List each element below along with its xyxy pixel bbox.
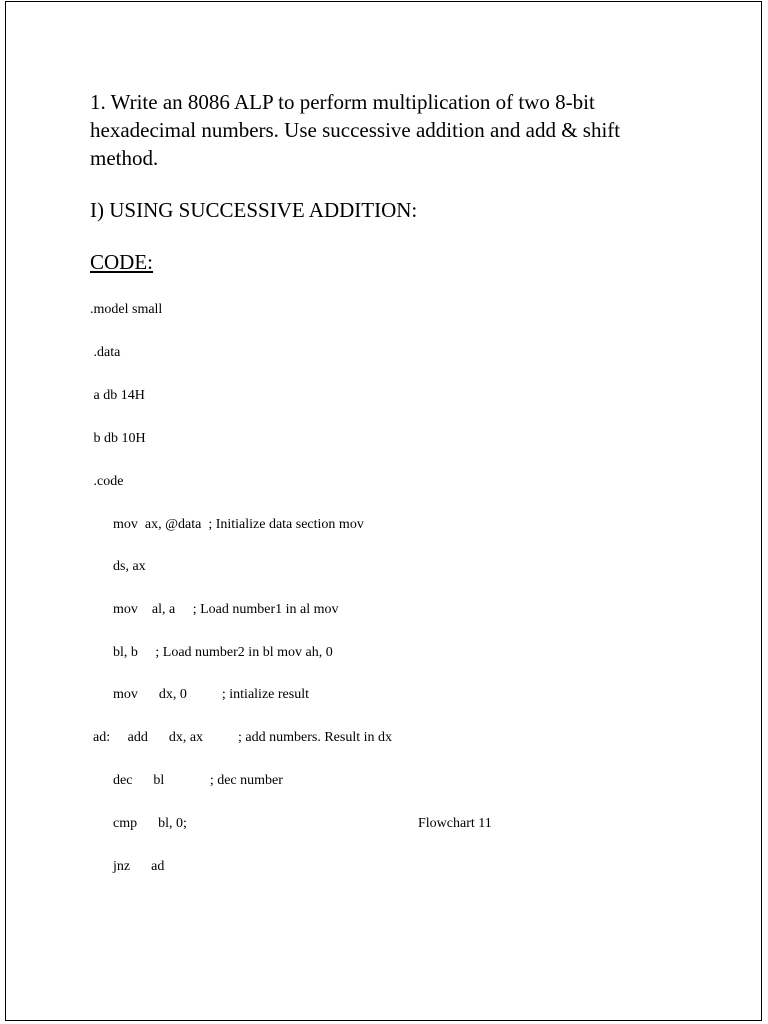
code-line: mov al, a ; Load number1 in al mov — [113, 602, 339, 617]
code-line: ad: add dx, ax ; add numbers. Result in dx — [93, 730, 393, 745]
section-heading: I) USING SUCCESSIVE ADDITION: — [90, 198, 418, 222]
code-line: mov dx, 0 ; intialize result — [113, 687, 309, 702]
code-line: bl, b ; Load number2 in bl mov ah, 0 — [113, 645, 333, 660]
code-line: .data — [90, 345, 121, 360]
code-line: cmp bl, 0; — [113, 816, 187, 831]
code-line: jnz ad — [113, 859, 165, 874]
code-line: a db 14H — [90, 388, 145, 403]
code-heading: CODE: — [90, 250, 153, 274]
question-text: 1. Write an 8086 ALP to perform multiplication of two 8-bit hexadecimal numbers. Use successive addition and add & shift method. — [90, 90, 621, 170]
code-line: .code — [90, 474, 124, 489]
code-line: mov ax, @data ; Initialize data section mov — [113, 517, 364, 532]
code-line: b db 10H — [90, 431, 146, 446]
code-line: .model small — [90, 302, 163, 317]
flowchart-label: Flowchart 11 — [418, 816, 492, 831]
code-line: ds, ax — [113, 559, 146, 574]
code-line: dec bl ; dec number — [113, 773, 283, 788]
